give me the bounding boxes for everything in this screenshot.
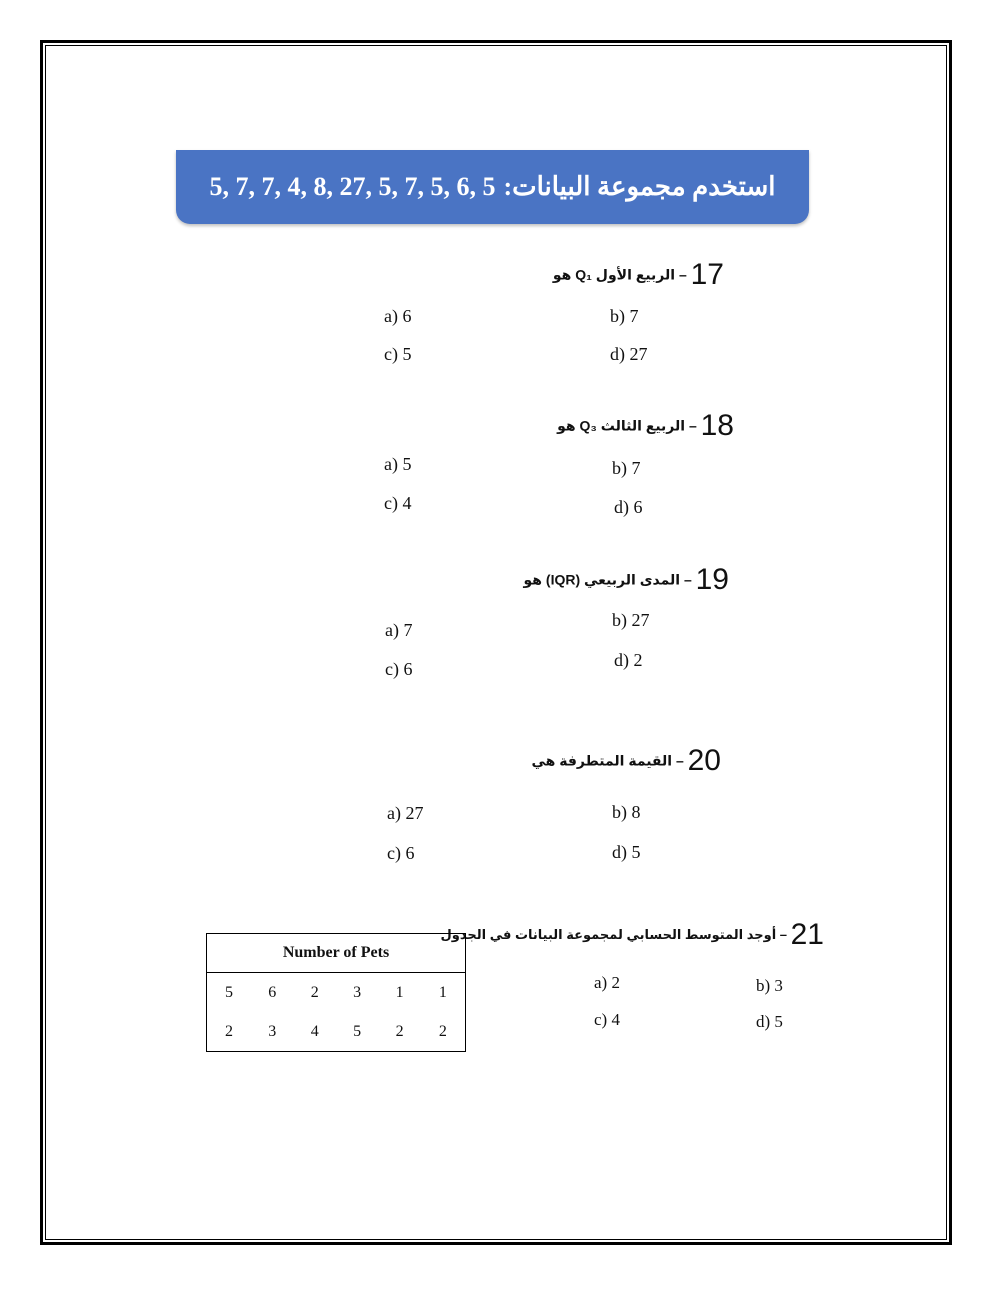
table-row [207, 973, 466, 1013]
question-text: – القيمة المتطرفة هي [531, 752, 684, 769]
banner-dataset: 5, 7, 7, 4, 8, 27, 5, 7, 5, 6, 5 [209, 172, 496, 201]
option-b[interactable]: b) 7 [612, 458, 641, 478]
table-cell: 2 [395, 1022, 404, 1040]
table-cell: 2 [225, 1022, 234, 1040]
question-number: 18 [700, 409, 734, 442]
option-c[interactable]: c) 6 [387, 843, 415, 863]
option-b[interactable]: b) 7 [610, 306, 639, 326]
option-d[interactable]: d) 5 [612, 842, 641, 862]
question-number: 17 [690, 258, 724, 291]
question-20-heading [532, 744, 721, 778]
table-row [207, 1012, 466, 1052]
table-cell: 1 [438, 983, 447, 1001]
table-cell: 4 [310, 1022, 319, 1040]
question-text: – المدى الربيعي (IQR) هو [523, 571, 692, 588]
option-d[interactable]: d) 5 [756, 1012, 783, 1031]
option-b[interactable]: b) 27 [612, 610, 650, 630]
option-a[interactable]: a) 7 [385, 620, 413, 640]
question-text: – الربيع الأول Q₁ هو [552, 266, 687, 283]
table-cell: 2 [438, 1022, 447, 1040]
question-17-heading [553, 258, 724, 292]
table-cell: 5 [353, 1022, 362, 1040]
option-b[interactable]: b) 8 [612, 802, 641, 822]
table-cell: 6 [268, 983, 277, 1001]
option-b[interactable]: b) 3 [756, 976, 783, 995]
table-title: Number of Pets [207, 934, 466, 973]
table-cell: 1 [395, 983, 404, 1001]
option-c[interactable]: c) 6 [385, 659, 413, 679]
question-18-heading [557, 409, 734, 443]
option-a[interactable]: a) 5 [384, 454, 412, 474]
question-number: 20 [687, 744, 721, 777]
banner-label: استخدم مجموعة البيانات: [503, 172, 776, 201]
option-d[interactable]: d) 2 [614, 650, 643, 670]
table-cell: 3 [353, 983, 362, 1001]
option-c[interactable]: c) 5 [384, 344, 412, 364]
option-c[interactable]: c) 4 [384, 493, 412, 513]
page-border-inner [45, 45, 947, 1240]
option-d[interactable]: d) 6 [614, 497, 643, 517]
option-a[interactable]: a) 2 [594, 973, 620, 992]
instruction-banner [176, 150, 809, 224]
question-number: 19 [695, 563, 729, 596]
table-cell: 2 [310, 983, 319, 1001]
option-c[interactable]: c) 4 [594, 1010, 620, 1029]
option-d[interactable]: d) 27 [610, 344, 648, 364]
question-text: – الربيع الثالث Q₃ هو [557, 417, 697, 434]
table-cell: 3 [268, 1022, 277, 1040]
pets-data-table [206, 933, 466, 1052]
question-19-heading [524, 563, 729, 597]
option-a[interactable]: a) 6 [384, 306, 412, 326]
question-number: 21 [790, 918, 824, 951]
question-text: – أوجد المتوسط الحسابي لمجموعة البيانات في الجدول [440, 927, 787, 942]
question-21-heading [441, 918, 825, 952]
table-cell: 5 [225, 983, 234, 1001]
option-a[interactable]: a) 27 [387, 803, 424, 823]
